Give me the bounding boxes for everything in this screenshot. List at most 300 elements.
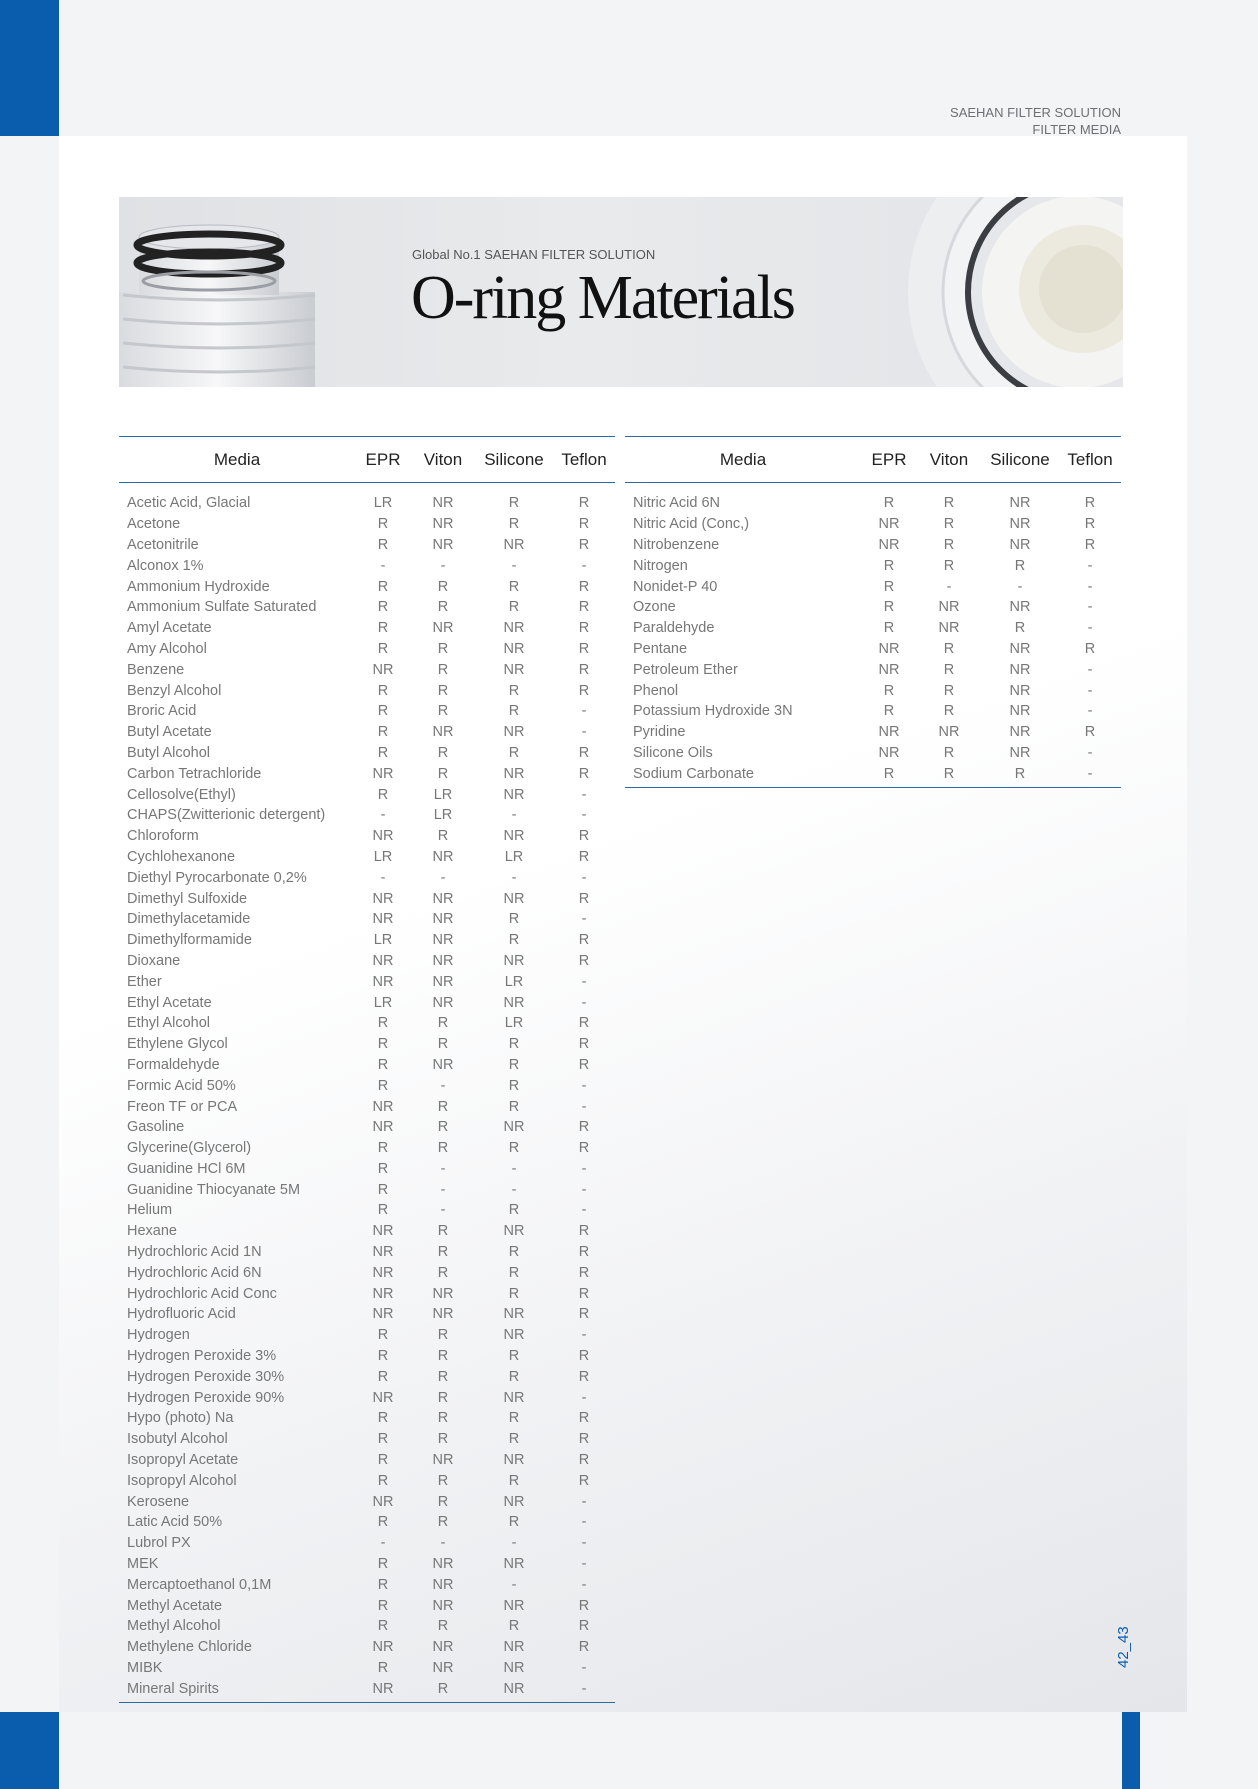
cell-epr: R — [377, 1514, 389, 1531]
cell-epr: NR — [372, 1306, 394, 1323]
cell-silicone: NR — [503, 640, 525, 657]
cell-media: Hydrogen Peroxide 90% — [127, 1389, 285, 1406]
cell-media: Dimethyl Sulfoxide — [127, 890, 248, 907]
cell-media: MIBK — [127, 1660, 163, 1677]
cell-silicone: R — [508, 1514, 520, 1531]
cell-epr: NR — [372, 973, 394, 990]
cell-teflon: R — [578, 1036, 590, 1053]
table-row — [625, 555, 1121, 576]
cell-viton: R — [437, 1514, 449, 1531]
cell-media: CHAPS(Zwitterionic detergent) — [127, 807, 326, 824]
cell-teflon: - — [581, 869, 587, 886]
cell-silicone: NR — [503, 765, 525, 782]
cell-silicone: NR — [503, 661, 525, 678]
table-row — [625, 743, 1121, 764]
cell-media: Nitric Acid 6N — [633, 495, 721, 512]
table-row — [625, 576, 1121, 597]
table-row — [119, 597, 615, 618]
cell-silicone: NR — [503, 1306, 525, 1323]
table-row — [119, 1221, 615, 1242]
cell-silicone: NR — [503, 890, 525, 907]
cell-teflon: - — [581, 994, 587, 1011]
cell-media: Ethyl Alcohol — [127, 1015, 211, 1032]
cell-epr: NR — [878, 744, 900, 761]
cell-viton: NR — [432, 516, 454, 533]
table-bottom-rule — [119, 1699, 615, 1703]
table-row — [119, 826, 615, 847]
cell-media: Isobutyl Alcohol — [127, 1431, 228, 1448]
cell-silicone: R — [508, 1202, 520, 1219]
cell-epr: R — [377, 682, 389, 699]
table-header — [119, 436, 615, 483]
cell-teflon: - — [1087, 703, 1093, 720]
cell-media: Hydrochloric Acid Conc — [127, 1285, 277, 1302]
cell-media: Paraldehyde — [633, 620, 715, 637]
cell-silicone: R — [508, 578, 520, 595]
cell-viton: NR — [432, 973, 454, 990]
cell-epr: NR — [372, 1285, 394, 1302]
table-row — [119, 576, 615, 597]
cell-silicone: NR — [1009, 661, 1031, 678]
cell-silicone: LR — [504, 973, 524, 990]
cell-media: Butyl Alcohol — [127, 744, 211, 761]
cell-teflon: R — [578, 1597, 590, 1614]
cell-silicone: LR — [504, 1015, 524, 1032]
cell-viton: R — [943, 661, 955, 678]
cell-media: Dioxane — [127, 952, 181, 969]
cell-epr: NR — [372, 911, 394, 928]
cell-viton: R — [437, 1618, 449, 1635]
cell-viton: NR — [432, 536, 454, 553]
cell-silicone: NR — [503, 1680, 525, 1697]
table-row — [119, 763, 615, 784]
cell-viton: R — [437, 578, 449, 595]
cell-viton: R — [943, 557, 955, 574]
cell-silicone: NR — [1009, 516, 1031, 533]
cell-viton: R — [943, 536, 955, 553]
cell-silicone: NR — [503, 1389, 525, 1406]
table-row — [625, 597, 1121, 618]
table-row — [625, 514, 1121, 535]
cell-viton: R — [437, 1327, 449, 1344]
cell-viton: LR — [433, 807, 453, 824]
cell-media: Ammonium Sulfate Saturated — [127, 599, 317, 616]
cell-epr: NR — [878, 516, 900, 533]
cell-teflon: - — [1087, 557, 1093, 574]
cell-epr: NR — [372, 1119, 394, 1136]
cell-epr: NR — [878, 536, 900, 553]
cell-silicone: NR — [503, 1597, 525, 1614]
table-bottom-rule — [625, 784, 1121, 788]
page-title: O-ring Materials — [411, 264, 794, 332]
cell-media: Amy Alcohol — [127, 640, 207, 657]
cell-teflon: R — [578, 1264, 590, 1281]
cell-viton: R — [943, 765, 955, 782]
cell-teflon: R — [578, 1472, 590, 1489]
cell-epr: R — [377, 724, 389, 741]
cell-teflon: - — [581, 724, 587, 741]
cell-epr: NR — [372, 890, 394, 907]
cell-silicone: R — [508, 744, 520, 761]
cell-epr: R — [377, 1181, 389, 1198]
cell-viton: R — [437, 661, 449, 678]
table-row — [119, 555, 615, 576]
cell-viton: R — [437, 1244, 449, 1261]
cell-viton: NR — [432, 1056, 454, 1073]
cell-media: Ammonium Hydroxide — [127, 578, 270, 595]
cell-teflon: - — [581, 703, 587, 720]
column-header-teflon: Teflon — [561, 449, 607, 469]
cell-viton: - — [440, 1202, 446, 1219]
cell-teflon: R — [578, 744, 590, 761]
table-row — [119, 1512, 615, 1533]
cell-epr: NR — [372, 1680, 394, 1697]
table-row — [119, 1387, 615, 1408]
cell-epr: NR — [372, 952, 394, 969]
cell-teflon: - — [581, 1493, 587, 1510]
cell-teflon: R — [1084, 724, 1096, 741]
table-row — [119, 1429, 615, 1450]
column-header-media: Media — [719, 449, 767, 469]
cell-epr: R — [883, 765, 895, 782]
cell-silicone: R — [508, 495, 520, 512]
cell-viton: NR — [432, 848, 454, 865]
cell-silicone: R — [508, 932, 520, 949]
cell-epr: LR — [373, 994, 393, 1011]
cell-epr: NR — [372, 1223, 394, 1240]
cell-viton: R — [437, 1368, 449, 1385]
cell-viton: R — [437, 1410, 449, 1427]
cell-epr: NR — [372, 661, 394, 678]
cell-viton: R — [943, 744, 955, 761]
table-row — [119, 971, 615, 992]
cell-epr: R — [883, 557, 895, 574]
cell-silicone: NR — [503, 786, 525, 803]
cell-teflon: - — [581, 973, 587, 990]
cell-epr: R — [377, 516, 389, 533]
cell-silicone: R — [508, 1431, 520, 1448]
cell-silicone: R — [508, 911, 520, 928]
cell-viton: NR — [432, 952, 454, 969]
cell-media: Glycerine(Glycerol) — [127, 1140, 252, 1157]
cell-epr: R — [377, 786, 389, 803]
cell-media: Pyridine — [633, 724, 686, 741]
column-header-epr: EPR — [871, 449, 907, 469]
cell-viton: NR — [432, 724, 454, 741]
cell-epr: R — [377, 1660, 389, 1677]
cell-teflon: R — [578, 516, 590, 533]
cell-epr: R — [377, 1036, 389, 1053]
cell-silicone: NR — [503, 1223, 525, 1240]
banner-subtitle: Global No.1 SAEHAN FILTER SOLUTION — [412, 247, 656, 262]
cell-teflon: - — [581, 1556, 587, 1573]
cell-media: Butyl Acetate — [127, 724, 212, 741]
cell-teflon: R — [578, 1223, 590, 1240]
cell-epr: R — [377, 1015, 389, 1032]
cell-teflon: R — [578, 1348, 590, 1365]
cell-epr: R — [883, 578, 895, 595]
cell-teflon: R — [578, 620, 590, 637]
cell-silicone: NR — [503, 536, 525, 553]
cell-viton: - — [440, 1181, 446, 1198]
cell-teflon: R — [578, 1285, 590, 1302]
cell-viton: R — [437, 703, 449, 720]
cell-teflon: R — [578, 932, 590, 949]
cell-silicone: R — [508, 1077, 520, 1094]
cell-media: Lubrol PX — [127, 1535, 191, 1552]
cell-teflon: - — [581, 1077, 587, 1094]
cell-silicone: - — [511, 1181, 517, 1198]
cell-teflon: - — [581, 1660, 587, 1677]
cell-silicone: R — [1014, 765, 1026, 782]
cell-epr: - — [380, 557, 386, 574]
cell-viton: NR — [432, 994, 454, 1011]
column-header-epr: EPR — [365, 449, 401, 469]
table-row — [119, 951, 615, 972]
cell-media: Ether — [127, 973, 162, 990]
cell-viton: - — [440, 1160, 446, 1177]
cell-viton: NR — [432, 1576, 454, 1593]
cell-silicone: R — [508, 1140, 520, 1157]
cell-media: Helium — [127, 1202, 173, 1219]
cell-epr: R — [883, 495, 895, 512]
cell-silicone: NR — [1009, 536, 1031, 553]
cell-teflon: R — [578, 952, 590, 969]
cell-viton: - — [440, 557, 446, 574]
table-row — [119, 618, 615, 639]
cell-epr: R — [377, 1202, 389, 1219]
table-row — [119, 847, 615, 868]
cell-teflon: - — [581, 557, 587, 574]
cell-epr: R — [377, 1056, 389, 1073]
cell-silicone: R — [508, 1098, 520, 1115]
cell-teflon: - — [581, 911, 587, 928]
cell-epr: R — [377, 578, 389, 595]
table-row — [119, 1200, 615, 1221]
cell-teflon: R — [578, 578, 590, 595]
cell-viton: R — [437, 1264, 449, 1281]
cell-teflon: R — [578, 1618, 590, 1635]
cell-teflon: - — [581, 1576, 587, 1593]
cell-silicone: NR — [1009, 703, 1031, 720]
cell-viton: R — [437, 1472, 449, 1489]
table-row — [119, 639, 615, 660]
cell-teflon: R — [578, 495, 590, 512]
cell-epr: R — [377, 1327, 389, 1344]
cell-media: Sodium Carbonate — [633, 765, 754, 782]
cell-viton: NR — [432, 495, 454, 512]
table-row — [625, 493, 1121, 514]
cell-media: Nitric Acid (Conc,) — [633, 516, 750, 533]
cell-epr: R — [377, 1160, 389, 1177]
cell-viton: NR — [938, 620, 960, 637]
cell-media: Potassium Hydroxide 3N — [633, 703, 793, 720]
compatibility-table-right — [625, 436, 1121, 788]
column-header-viton: Viton — [929, 449, 969, 469]
table-row — [119, 930, 615, 951]
cell-epr: NR — [878, 640, 900, 657]
cell-viton: R — [437, 1223, 449, 1240]
cell-media: Methylene Chloride — [127, 1639, 252, 1656]
table-row — [119, 1325, 615, 1346]
cell-viton: R — [437, 828, 449, 845]
table-row — [625, 763, 1121, 784]
cell-viton: R — [437, 1036, 449, 1053]
cell-teflon: R — [578, 661, 590, 678]
cell-epr: R — [377, 1410, 389, 1427]
table-row — [119, 805, 615, 826]
cell-media: Dimethylformamide — [127, 932, 252, 949]
cell-viton: NR — [432, 911, 454, 928]
table-row — [119, 784, 615, 805]
cell-media: Acetonitrile — [127, 536, 199, 553]
cell-viton: NR — [432, 1660, 454, 1677]
table-row — [625, 680, 1121, 701]
cell-media: Kerosene — [127, 1493, 190, 1510]
cell-teflon: R — [578, 599, 590, 616]
cell-silicone: R — [508, 1056, 520, 1073]
table-row — [119, 1304, 615, 1325]
cell-teflon: - — [581, 807, 587, 824]
cell-viton: R — [437, 744, 449, 761]
cell-silicone: R — [508, 703, 520, 720]
cell-media: Ethylene Glycol — [127, 1036, 228, 1053]
column-header-media: Media — [213, 449, 261, 469]
cell-media: Guanidine Thiocyanate 5M — [127, 1181, 301, 1198]
cell-media: Benzene — [127, 661, 185, 678]
cell-epr: R — [377, 1452, 389, 1469]
cell-silicone: - — [511, 869, 517, 886]
cell-viton: R — [437, 1493, 449, 1510]
cell-teflon: R — [1084, 495, 1096, 512]
table-row — [119, 701, 615, 722]
cell-teflon: - — [1087, 620, 1093, 637]
table-row — [119, 1658, 615, 1679]
table-row — [119, 743, 615, 764]
table-row — [119, 1055, 615, 1076]
table-row — [119, 1554, 615, 1575]
cell-viton: R — [943, 682, 955, 699]
cell-media: Alconox 1% — [127, 557, 204, 574]
cell-media: Chloroform — [127, 828, 199, 845]
running-header-company: SAEHAN FILTER SOLUTION — [950, 105, 1121, 120]
cell-teflon: R — [578, 765, 590, 782]
cell-epr: R — [377, 1431, 389, 1448]
cell-silicone: R — [508, 1264, 520, 1281]
cell-teflon: - — [581, 1535, 587, 1552]
cell-epr: R — [377, 1077, 389, 1094]
cell-media: Acetic Acid, Glacial — [127, 495, 251, 512]
running-header — [950, 104, 1121, 138]
table-row — [119, 1678, 615, 1699]
table-row — [119, 1470, 615, 1491]
table-row — [119, 1138, 615, 1159]
cell-teflon: - — [581, 1202, 587, 1219]
table-row — [119, 722, 615, 743]
cell-silicone: R — [508, 1348, 520, 1365]
cell-teflon: R — [578, 1639, 590, 1656]
cell-teflon: R — [578, 1452, 590, 1469]
cell-viton: NR — [432, 620, 454, 637]
cell-teflon: R — [578, 1119, 590, 1136]
cell-media: Pentane — [633, 640, 688, 657]
cell-epr: R — [377, 1348, 389, 1365]
cell-teflon: R — [578, 1306, 590, 1323]
cell-teflon: - — [581, 786, 587, 803]
cell-media: Amyl Acetate — [127, 620, 212, 637]
cell-teflon: R — [578, 1140, 590, 1157]
page-number-bar — [1122, 1712, 1140, 1789]
table-row — [119, 1595, 615, 1616]
cell-teflon: - — [581, 1389, 587, 1406]
cell-teflon: - — [581, 1680, 587, 1697]
cell-viton: R — [943, 516, 955, 533]
cell-media: Guanidine HCl 6M — [127, 1160, 246, 1177]
cell-viton: R — [437, 599, 449, 616]
cell-epr: R — [883, 620, 895, 637]
cell-teflon: - — [1087, 578, 1093, 595]
table-row — [119, 1242, 615, 1263]
table-row — [625, 659, 1121, 680]
cell-media: MEK — [127, 1556, 159, 1573]
column-header-teflon: Teflon — [1067, 449, 1113, 469]
cell-silicone: - — [511, 1576, 517, 1593]
cell-viton: R — [437, 1389, 449, 1406]
table-row — [625, 722, 1121, 743]
cell-viton: - — [946, 578, 952, 595]
cell-epr: LR — [373, 848, 393, 865]
cell-silicone: NR — [503, 952, 525, 969]
table-row — [119, 680, 615, 701]
cell-viton: R — [437, 1098, 449, 1115]
table-row — [625, 618, 1121, 639]
cell-epr: R — [883, 599, 895, 616]
cell-epr: R — [883, 682, 895, 699]
cell-epr: R — [377, 1472, 389, 1489]
cell-viton: NR — [432, 1556, 454, 1573]
table-row — [119, 1616, 615, 1637]
cell-media: Petroleum Ether — [633, 661, 738, 678]
table-row — [119, 1096, 615, 1117]
column-header-viton: Viton — [423, 449, 463, 469]
cell-viton: LR — [433, 786, 453, 803]
cell-teflon: - — [1087, 744, 1093, 761]
cell-epr: NR — [372, 1098, 394, 1115]
cell-teflon: R — [578, 1015, 590, 1032]
cell-teflon: R — [578, 1410, 590, 1427]
cell-media: Formaldehyde — [127, 1056, 220, 1073]
cell-media: Broric Acid — [127, 703, 197, 720]
cell-silicone: NR — [1009, 744, 1031, 761]
cell-silicone: R — [1014, 557, 1026, 574]
cell-viton: - — [440, 1535, 446, 1552]
cell-viton: NR — [432, 932, 454, 949]
cell-silicone: R — [508, 1285, 520, 1302]
cell-viton: R — [437, 765, 449, 782]
cell-teflon: R — [578, 1244, 590, 1261]
table-row — [625, 535, 1121, 556]
cell-silicone: - — [1017, 578, 1023, 595]
cell-silicone: R — [1014, 620, 1026, 637]
cell-epr: NR — [878, 724, 900, 741]
table-body — [119, 483, 615, 1699]
cell-silicone: R — [508, 599, 520, 616]
cell-teflon: - — [581, 1181, 587, 1198]
cell-media: Hexane — [127, 1223, 177, 1240]
cell-viton: R — [437, 682, 449, 699]
cell-silicone: R — [508, 1618, 520, 1635]
cell-teflon: - — [581, 1098, 587, 1115]
